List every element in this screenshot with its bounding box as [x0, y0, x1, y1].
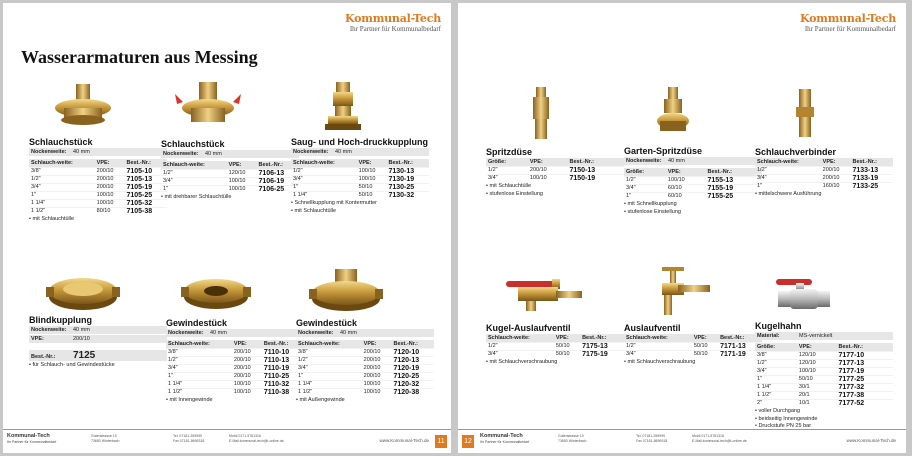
product-title: Kugelhahn: [755, 321, 802, 331]
product-table: Schlauch-weite: VPE: Best.-Nr.: 3/8" 200/10 7105-10 1/2" 200/10 7105-13 3/4" 200/10 7105-19 1" 100/10 7105-25 1 1/4" 100/10 7105-32 1 1/2" 80/10 7105-38: [29, 159, 167, 215]
product-table: Schlauch-weite: VPE: Best.-Nr.: 3/8" 200/10 7110-10 1/2" 200/10 7110-13 3/4" 200/10 7110-19 1" 200/10 7110-25 1 1/4" 100/10 7110-32 1 1/2" 100/10 7110-38: [166, 340, 304, 396]
product-meta: Nockenweite: 40 mm: [161, 150, 299, 158]
brand-logo: [345, 12, 441, 33]
product-table: Größe: VPE: Best.-Nr.: 3/8" 120/10 7177-10 1/2" 120/10 7177-13 3/4" 100/10 7177-19 1" 50/10 7177-25 1 1/4" 30/1 7177-32 1 1/2" 20/1 7177-38 2" 10/1 7177-52: [755, 343, 893, 407]
brand-slogan: Ihr Partner für Kommunalbedarf: [349, 25, 441, 33]
product-note: • mit Schlauchverschraubung: [624, 359, 696, 365]
product-meta: Nockenweite: 40 mm: [29, 326, 167, 334]
ball-valve-image: [750, 261, 860, 323]
footer-slogan: Ihr Partner für Kommunalbedarf: [480, 440, 530, 444]
page-footer: [458, 429, 906, 453]
table-row: 1/2" 200/10 7110-13: [166, 357, 304, 365]
table-row: 1 1/4" 100/10 7120-32: [296, 381, 434, 389]
table-row: 3/4" 200/10 7105-19: [29, 184, 167, 192]
product-note: • Druckstufe PN 25 bar: [755, 423, 812, 429]
table-row: 1" 50/10 7130-25: [291, 184, 429, 192]
hose-piece-image: [28, 78, 138, 140]
table-row: 1/2" 50/10 7175-13: [486, 343, 624, 351]
table-row: 3/8" 200/10 7105-10: [29, 168, 167, 176]
table-row: 3/4" 50/10 7171-19: [624, 351, 762, 359]
product-meta: Material: MS-vernickelt: [755, 332, 893, 340]
product-title: Gewindestück: [296, 318, 358, 328]
product-title: Saug- und Hoch-druckkupplung: [291, 137, 428, 147]
table-row: 3/4" 60/10 7155-19: [624, 185, 762, 193]
table-row: 2" 10/1 7177-52: [755, 400, 893, 408]
product-note: • mit Schlauchtülle: [291, 207, 337, 214]
product-kugelhahn: [755, 321, 893, 430]
footer-slogan: Ihr Partner für Kommunalbedarf: [7, 440, 57, 444]
outlet-valve-image: [618, 261, 728, 323]
table-row: 1/2" 50/10 7171-13: [624, 343, 762, 351]
product-note: • mit Schlauchtülle: [29, 216, 75, 222]
product-spritzduese: [486, 147, 624, 197]
male-thread-piece-image: [291, 261, 401, 323]
product-title: Spritzdüse: [486, 147, 533, 157]
table-row: 1 1/4" 30/1 7177-32: [755, 384, 893, 392]
product-schlauchstueck-drehbar: [161, 139, 299, 201]
garden-spray-nozzle-image: [618, 83, 728, 145]
page-number: 11: [435, 435, 447, 448]
table-row: 1" 160/10 7133-25: [755, 183, 893, 191]
table-row: 1" 200/10 7110-25: [166, 373, 304, 381]
product-table: Größe: VPE: Best.-Nr.: 1/2" 100/10 7155-13 3/4" 60/10 7155-19 1" 60/10 7155-25: [624, 168, 762, 200]
product-schlauchverbinder: [755, 147, 893, 198]
product-note: • mit drehbarer Schlauchtülle: [161, 194, 232, 200]
product-title: Schlauchstück: [29, 137, 93, 147]
table-row: 1 1/2" 100/10 7120-38: [296, 389, 434, 397]
product-meta: Nockenweite: 40 mm: [624, 157, 762, 165]
product-title: Blindkupplung: [29, 315, 92, 325]
suction-coupling-image: [293, 78, 403, 140]
product-meta: Nockenweite: 40 mm: [29, 148, 167, 156]
product-note: • mit Außengewinde: [296, 397, 345, 403]
brand-name: Kommunal-Tech: [800, 12, 896, 25]
product-meta: Nockenweite: 40 mm: [166, 329, 304, 337]
product-table: Schlauch-weite: VPE: Best.-Nr.: 1/2" 50/10 7171-13 3/4" 50/10 7171-19: [624, 334, 762, 358]
product-table: Schlauch-weite: VPE: Best.-Nr.: 3/8" 200/10 7120-10 1/2" 200/10 7120-13 3/4" 200/10 7120-19 1" 200/10 7120-25 1 1/4" 100/10 7120-32 1 1/2" 100/10 7120-38: [296, 340, 434, 396]
table-row: 1 1/4" 100/10 7105-32: [29, 200, 167, 208]
product-title: Kugel-Auslaufventil: [486, 323, 571, 333]
product-note: • stufenlose Einstellung: [486, 190, 543, 197]
footer-company: Kommunal-Tech: [7, 433, 50, 439]
product-note: • mit Schlauchverschraubung: [486, 359, 558, 365]
product-kugel-auslaufventil: [486, 323, 624, 366]
table-row: 1/2" 200/10 7120-13: [296, 357, 434, 365]
table-row: 1 1/2" 80/10 7105-38: [29, 208, 167, 216]
table-row: 3/4" 200/10 7110-19: [166, 365, 304, 373]
table-row: 1/2" 100/10 7130-13: [291, 168, 429, 176]
footer-phone: Tel. 07181-259999 Fax 07181-8699318: [173, 434, 205, 443]
order-number: Best.-Nr.: 7125: [29, 350, 167, 361]
footer-website[interactable]: www.Kommunal-Tech.de: [379, 438, 429, 443]
product-garten-spritzduese: [624, 146, 762, 215]
product-saug-hochdruckkupplung: [291, 137, 429, 214]
footer-company: Kommunal-Tech: [480, 433, 523, 439]
footer-address: Gutenstrasse 19 73650 Winterbach: [91, 434, 120, 443]
product-note: • beidseitig Innengewinde: [755, 415, 818, 422]
table-row: 3/4" 200/10 7133-19: [755, 175, 893, 183]
product-title: Schlauchverbinder: [755, 147, 837, 157]
product-note: • voller Durchgang: [755, 408, 801, 414]
footer-phone: Tel. 07181-259999 Fax 07181-8699318: [636, 434, 668, 443]
product-meta: Nockenweite: 40 mm: [291, 148, 429, 156]
table-row: 1 1/2" 20/1 7177-38: [755, 392, 893, 400]
product-schlauchstueck: [29, 137, 167, 223]
table-row: 3/8" 200/10 7120-10: [296, 349, 434, 357]
table-row: 3/4" 200/10 7120-19: [296, 365, 434, 373]
product-note: • mit Innengewinde: [166, 397, 213, 403]
product-note: • mittelschwere Ausführung: [755, 191, 822, 197]
product-title: Garten-Spritzdüse: [624, 146, 703, 156]
spray-nozzle-image: [486, 83, 596, 145]
table-row: 3/4" 100/10 7150-19: [486, 175, 624, 183]
product-note: • mit Schnellkupplung: [624, 201, 677, 207]
footer-contact: Mobil 0171-9781316 E-Mail:kommunal-tech@t-online.de: [692, 434, 747, 443]
product-note: • für Schlauch- und Gewindestücke: [29, 362, 115, 368]
product-table: Schlauch-weite: VPE: Best.-Nr.: 1/2" 50/10 7175-13 3/4" 50/10 7175-19: [486, 334, 624, 358]
ball-outlet-valve-image: [486, 261, 596, 323]
table-row: 1/2" 120/10 7106-13: [161, 170, 299, 178]
table-row: 3/4" 100/10 7130-19: [291, 176, 429, 184]
table-row: 1" 100/10 7106-25: [161, 186, 299, 194]
product-table: Schlauch-weite: VPE: Best.-Nr.: 1/2" 100/10 7130-13 3/4" 100/10 7130-19 1" 50/10 7130-25 1 1/4" 50/10 7130-32: [291, 159, 429, 199]
female-thread-piece-image: [161, 261, 271, 323]
product-table: Größe: VPE: Best.-Nr.: 1/2" 200/10 7150-13 3/4" 100/10 7150-19: [486, 158, 624, 182]
footer-address: Gutenstrasse 19 73650 Winterbach: [558, 434, 587, 443]
product-note: • stufenlose Einstellung: [624, 208, 681, 215]
brand-slogan: Ihr Partner für Kommunalbedarf: [804, 25, 896, 33]
product-table: Schlauch-weite: VPE: Best.-Nr.: 1/2" 120/10 7106-13 3/4" 100/10 7106-19 1" 100/10 7106-25: [161, 161, 299, 193]
hose-connector-image: [750, 83, 860, 145]
product-note: • mit Schlauchtülle: [486, 183, 532, 189]
table-row: 1" 60/10 7155-25: [624, 193, 762, 201]
product-title: Schlauchstück: [161, 139, 225, 149]
product-gewindestueck-innen: [166, 318, 304, 404]
table-row: 1 1/2" 100/10 7110-38: [166, 389, 304, 397]
product-gewindestueck-aussen: [296, 318, 434, 404]
brand-name: Kommunal-Tech: [345, 12, 441, 25]
product-title: Auslaufventil: [624, 323, 681, 333]
page-number: 12: [462, 435, 474, 448]
product-meta: Nockenweite: 40 mm: [296, 329, 434, 337]
footer-contact: Mobil 0171-9781316 E-Mail:kommunal-tech@t-online.de: [229, 434, 284, 443]
table-row: 3/8" 120/10 7177-10: [755, 352, 893, 360]
page-title: Wasserarmaturen aus Messing: [21, 47, 258, 67]
table-row: 3/4" 50/10 7175-19: [486, 351, 624, 359]
table-row: 1/2" 200/10 7150-13: [486, 167, 624, 175]
product-meta: VPE: 200/10: [29, 335, 167, 343]
table-row: 1" 100/10 7105-25: [29, 192, 167, 200]
table-row: 1 1/4" 50/10 7130-32: [291, 192, 429, 200]
product-note: • Schnellkupplung mit Kontermutter: [291, 200, 377, 206]
product-title: Gewindestück: [166, 318, 228, 328]
blind-coupling-image: [28, 261, 138, 323]
table-row: 3/4" 100/10 7106-19: [161, 178, 299, 186]
catalog-page-left: [3, 3, 451, 453]
footer-website[interactable]: www.Kommunal-Tech.de: [846, 438, 896, 443]
table-row: 1/2" 120/10 7177-13: [755, 360, 893, 368]
product-auslaufventil: [624, 323, 762, 366]
product-table: Schlauch-weite: VPE: Best.-Nr.: 1/2" 200/10 7133-13 3/4" 200/10 7133-19 1" 160/10 7133-25: [755, 158, 893, 190]
table-row: 1/2" 100/10 7155-13: [624, 177, 762, 185]
product-blindkupplung: [29, 315, 167, 369]
table-row: 1" 50/10 7177-25: [755, 376, 893, 384]
table-row: 1" 200/10 7120-25: [296, 373, 434, 381]
swivel-hose-piece-image: [153, 78, 263, 140]
catalog-page-right: [458, 3, 906, 453]
page-footer: [3, 429, 451, 453]
brand-logo: [800, 12, 896, 33]
table-row: 3/4" 100/10 7177-19: [755, 368, 893, 376]
table-row: 1/2" 200/10 7133-13: [755, 167, 893, 175]
table-row: 3/8" 200/10 7110-10: [166, 349, 304, 357]
table-row: 1 1/4" 100/10 7110-32: [166, 381, 304, 389]
table-row: 1/2" 200/10 7105-13: [29, 176, 167, 184]
